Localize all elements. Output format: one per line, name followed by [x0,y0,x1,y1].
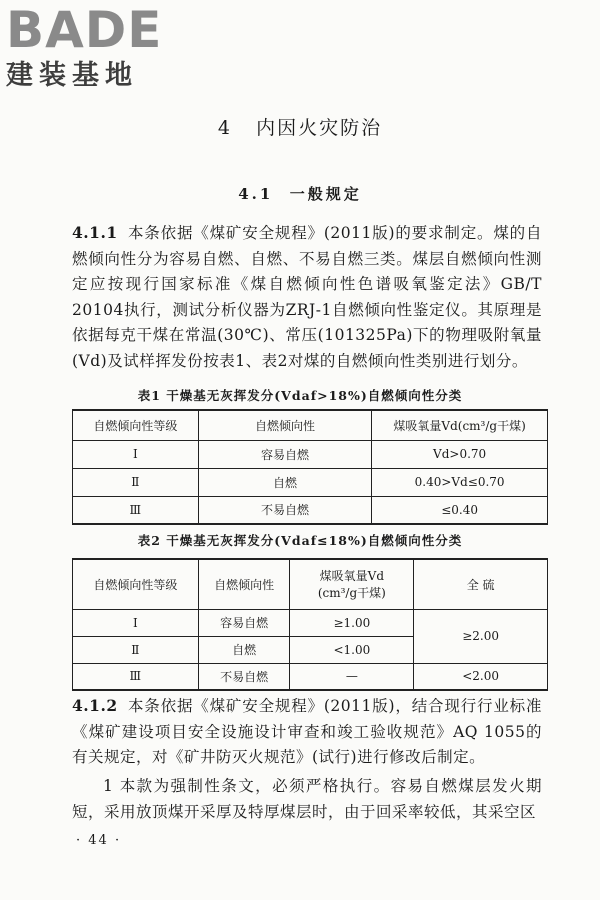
table2-header-line: 煤吸氧量Vd [319,569,385,584]
table2-header: 自燃倾向性等级 [73,559,199,609]
table-row [73,609,548,636]
table-cell: 容易自燃 [198,609,290,636]
table-cell: Ⅲ [73,663,199,690]
table2-header: 全 硫 [414,559,548,609]
clause-text: 本条依据《煤矿安全规程》(2011版)的要求制定。煤的自燃倾向性分为容易自燃、自燃、不易自燃三类。煤层自燃倾向性测定应按现行国家标准《煤自燃倾向性色谱吸氧鉴定法》GB/T 20104执行，测试分析仪器为ZRJ-1自燃倾向性鉴定仪。其原理是依据每克干煤在常温(30℃)、常压(101325Pa)下的物理吸附氧量(Vd)及试样挥发份按表1、表2对煤的自燃倾向性类别进行划分。 [72,224,542,370]
table-row [73,440,548,468]
paragraph-item-1: 1 本款为强制性条文，必须严格执行。容易自燃煤层发火期短，采用放顶煤开采厚及特厚煤层时，由于回采率较低，其采空区 [72,777,542,821]
table2-header: 自燃倾向性 [198,559,290,609]
clause-number: 4.1.2 [72,696,118,715]
table-cell: <2.00 [414,663,548,690]
table1-header: 煤吸氧量Vd(cm³/g干煤) [372,410,548,440]
table2-header-row [73,559,548,609]
table2-header [290,559,414,609]
watermark-logo [6,2,186,92]
section-number: 4.1 [238,185,274,203]
table-cell: 不易自燃 [198,663,290,690]
logo-word: BADE [6,1,163,59]
chapter-heading [0,113,600,140]
table1-header: 自燃倾向性 [198,410,372,440]
table-cell: Ⅰ [73,440,199,468]
logo-subtitle: 建装基地 [6,60,138,91]
chapter-number: 4 [217,117,232,139]
table-cell: Ⅱ [73,636,199,663]
table2-caption: 表2 干燥基无灰挥发分(Vdaf≤18%)自燃倾向性分类 [137,533,463,548]
page-number: · 44 · [76,833,122,848]
clause-text: 本条依据《煤矿安全规程》(2011版)，结合现行行业标准《煤矿建设项目安全设施设计审查和竣工验收规范》AQ 1055的有关规定，对《矿井防灭火规范》(试行)进行修改后制定。 [72,697,542,766]
table-cell: ≥2.00 [414,609,548,663]
table-row [73,496,548,524]
table2-header-line: (cm³/g干煤) [317,586,386,601]
table1-header-row [73,410,548,440]
table-cell: <1.00 [290,636,414,663]
table-row [73,468,548,496]
table-cell: 自燃 [198,468,372,496]
table-cell: ≥1.00 [290,609,414,636]
section-heading [0,183,600,204]
table-cell: 0.40>Vd≤0.70 [372,468,548,496]
paragraph-4-1-1 [72,220,542,374]
table1-caption: 表1 干燥基无灰挥发分(Vdaf>18%)自燃倾向性分类 [137,388,463,403]
table-cell: — [290,663,414,690]
table-row [73,663,548,690]
table-cell: Ⅱ [73,468,199,496]
clause-number: 4.1.1 [72,223,118,242]
table2 [72,558,548,691]
table-cell: 不易自燃 [198,496,372,524]
table1-header: 自燃倾向性等级 [73,410,199,440]
table-cell: 容易自燃 [198,440,372,468]
paragraph-4-1-2 [72,693,542,771]
table-cell: ≤0.40 [372,496,548,524]
table-cell: 自燃 [198,636,290,663]
table-cell: Ⅲ [73,496,199,524]
table1 [72,409,548,525]
section-title: 一般规定 [289,185,362,203]
chapter-title: 内因火灾防治 [256,117,383,139]
table-cell: Vd>0.70 [372,440,548,468]
table-cell: Ⅰ [73,609,199,636]
